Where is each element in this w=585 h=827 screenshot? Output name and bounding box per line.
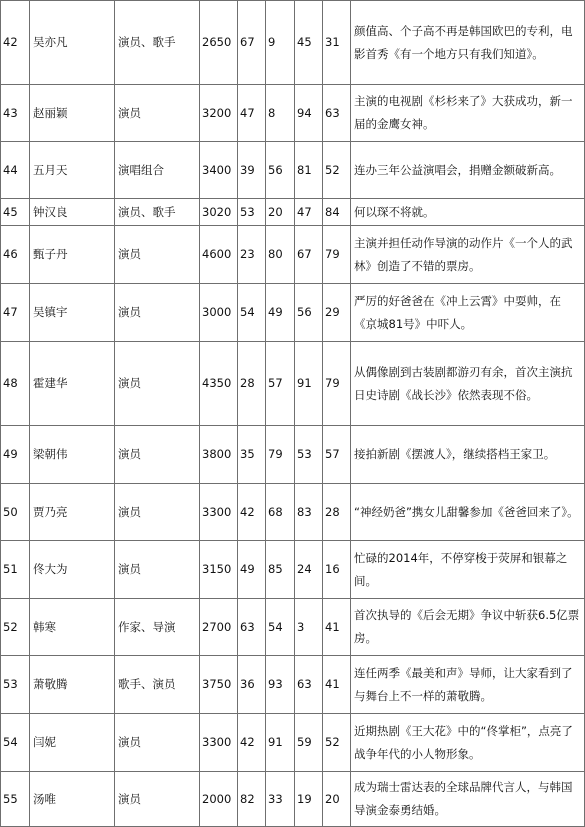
note-cell: 成为瑞士雷达表的全球品牌代言人，与韩国导演金泰勇结婚。 — [351, 772, 585, 827]
name-cell: 闫妮 — [30, 714, 115, 772]
value-cell-4: 53 — [295, 426, 323, 484]
value-cell-3: 49 — [266, 284, 295, 342]
name-cell: 汤唯 — [30, 772, 115, 827]
value-cell-4: 3 — [295, 599, 323, 656]
value-cell-5: 31 — [323, 1, 351, 85]
name-cell: 五月天 — [30, 142, 115, 199]
value-cell-1: 3020 — [200, 199, 238, 226]
note-cell: 颜值高、个子高不再是韩国欧巴的专利，电影首秀《有一个地方只有我们知道》。 — [351, 1, 585, 85]
value-cell-3: 56 — [266, 142, 295, 199]
rank-cell: 44 — [1, 142, 30, 199]
value-cell-5: 79 — [323, 342, 351, 426]
note-cell: 严厉的好爸爸在《冲上云霄》中耍帅，在《京城81号》中吓人。 — [351, 284, 585, 342]
value-cell-5: 29 — [323, 284, 351, 342]
occupation-cell: 演员 — [115, 714, 200, 772]
value-cell-2: 54 — [238, 284, 266, 342]
note-cell: 忙碌的2014年，不停穿梭于荧屏和银幕之间。 — [351, 541, 585, 599]
rank-cell: 54 — [1, 714, 30, 772]
value-cell-2: 36 — [238, 656, 266, 714]
value-cell-1: 2700 — [200, 599, 238, 656]
value-cell-3: 54 — [266, 599, 295, 656]
value-cell-1: 3200 — [200, 85, 238, 142]
rank-cell: 52 — [1, 599, 30, 656]
value-cell-4: 83 — [295, 484, 323, 541]
table-row — [1, 714, 585, 772]
table-row — [1, 142, 585, 199]
name-cell: 甄子丹 — [30, 226, 115, 284]
value-cell-1: 2000 — [200, 772, 238, 827]
table-row — [1, 284, 585, 342]
note-cell: 连任两季《最美和声》导师，让大家看到了与舞台上不一样的萧敬腾。 — [351, 656, 585, 714]
value-cell-4: 47 — [295, 199, 323, 226]
occupation-cell: 演唱组合 — [115, 142, 200, 199]
name-cell: 韩寒 — [30, 599, 115, 656]
table-row — [1, 226, 585, 284]
name-cell: 佟大为 — [30, 541, 115, 599]
rank-cell: 53 — [1, 656, 30, 714]
table-row — [1, 199, 585, 226]
name-cell: 钟汉良 — [30, 199, 115, 226]
value-cell-2: 39 — [238, 142, 266, 199]
value-cell-5: 20 — [323, 772, 351, 827]
name-cell: 萧敬腾 — [30, 656, 115, 714]
value-cell-1: 3800 — [200, 426, 238, 484]
table-row — [1, 85, 585, 142]
rank-cell: 50 — [1, 484, 30, 541]
value-cell-4: 63 — [295, 656, 323, 714]
value-cell-1: 4350 — [200, 342, 238, 426]
occupation-cell: 演员 — [115, 284, 200, 342]
value-cell-4: 81 — [295, 142, 323, 199]
value-cell-3: 20 — [266, 199, 295, 226]
value-cell-4: 24 — [295, 541, 323, 599]
rank-cell: 55 — [1, 772, 30, 827]
rank-cell: 43 — [1, 85, 30, 142]
occupation-cell: 演员 — [115, 342, 200, 426]
rank-cell: 42 — [1, 1, 30, 85]
table-row — [1, 342, 585, 426]
occupation-cell: 歌手、演员 — [115, 656, 200, 714]
value-cell-5: 52 — [323, 142, 351, 199]
value-cell-2: 42 — [238, 714, 266, 772]
table-row — [1, 772, 585, 827]
occupation-cell: 演员 — [115, 772, 200, 827]
name-cell: 霍建华 — [30, 342, 115, 426]
value-cell-5: 28 — [323, 484, 351, 541]
value-cell-4: 94 — [295, 85, 323, 142]
value-cell-2: 82 — [238, 772, 266, 827]
value-cell-4: 67 — [295, 226, 323, 284]
value-cell-2: 23 — [238, 226, 266, 284]
value-cell-3: 68 — [266, 484, 295, 541]
value-cell-2: 35 — [238, 426, 266, 484]
value-cell-2: 63 — [238, 599, 266, 656]
value-cell-4: 19 — [295, 772, 323, 827]
note-cell: 从偶像剧到古装剧都游刃有余，首次主演抗日史诗剧《战长沙》依然表现不俗。 — [351, 342, 585, 426]
note-cell: 连办三年公益演唱会，捐赠金额破新高。 — [351, 142, 585, 199]
note-cell: 首次执导的《后会无期》争议中斩获6.5亿票房。 — [351, 599, 585, 656]
occupation-cell: 演员、歌手 — [115, 1, 200, 85]
value-cell-1: 4600 — [200, 226, 238, 284]
value-cell-4: 91 — [295, 342, 323, 426]
value-cell-3: 80 — [266, 226, 295, 284]
value-cell-2: 49 — [238, 541, 266, 599]
name-cell: 吴镇宇 — [30, 284, 115, 342]
value-cell-1: 3400 — [200, 142, 238, 199]
value-cell-1: 3300 — [200, 714, 238, 772]
table-row — [1, 1, 585, 85]
occupation-cell: 作家、导演 — [115, 599, 200, 656]
value-cell-1: 3000 — [200, 284, 238, 342]
value-cell-2: 28 — [238, 342, 266, 426]
value-cell-3: 85 — [266, 541, 295, 599]
value-cell-3: 33 — [266, 772, 295, 827]
name-cell: 赵丽颖 — [30, 85, 115, 142]
table-row — [1, 541, 585, 599]
value-cell-4: 56 — [295, 284, 323, 342]
value-cell-1: 3300 — [200, 484, 238, 541]
note-cell: 主演并担任动作导演的动作片《一个人的武林》创造了不错的票房。 — [351, 226, 585, 284]
value-cell-2: 67 — [238, 1, 266, 85]
value-cell-5: 41 — [323, 599, 351, 656]
value-cell-3: 93 — [266, 656, 295, 714]
value-cell-1: 2650 — [200, 1, 238, 85]
rank-cell: 49 — [1, 426, 30, 484]
occupation-cell: 演员 — [115, 226, 200, 284]
note-cell: 接拍新剧《摆渡人》，继续搭档王家卫。 — [351, 426, 585, 484]
value-cell-3: 91 — [266, 714, 295, 772]
value-cell-3: 57 — [266, 342, 295, 426]
value-cell-2: 53 — [238, 199, 266, 226]
value-cell-2: 42 — [238, 484, 266, 541]
value-cell-1: 3750 — [200, 656, 238, 714]
note-cell: “神经奶爸”携女儿甜馨参加《爸爸回来了》。 — [351, 484, 585, 541]
table-row — [1, 426, 585, 484]
note-cell: 主演的电视剧《杉杉来了》大获成功，新一届的金鹰女神。 — [351, 85, 585, 142]
value-cell-5: 52 — [323, 714, 351, 772]
note-cell: 近期热剧《王大花》中的“佟掌柜”，点亮了战争年代的小人物形象。 — [351, 714, 585, 772]
value-cell-4: 45 — [295, 1, 323, 85]
name-cell: 吴亦凡 — [30, 1, 115, 85]
occupation-cell: 演员 — [115, 541, 200, 599]
table-row — [1, 484, 585, 541]
value-cell-3: 79 — [266, 426, 295, 484]
value-cell-3: 8 — [266, 85, 295, 142]
value-cell-5: 84 — [323, 199, 351, 226]
value-cell-5: 63 — [323, 85, 351, 142]
value-cell-3: 9 — [266, 1, 295, 85]
table-row — [1, 599, 585, 656]
name-cell: 梁朝伟 — [30, 426, 115, 484]
value-cell-5: 41 — [323, 656, 351, 714]
name-cell: 贾乃亮 — [30, 484, 115, 541]
value-cell-5: 57 — [323, 426, 351, 484]
occupation-cell: 演员 — [115, 85, 200, 142]
value-cell-1: 3150 — [200, 541, 238, 599]
rank-cell: 45 — [1, 199, 30, 226]
value-cell-5: 16 — [323, 541, 351, 599]
rank-cell: 51 — [1, 541, 30, 599]
value-cell-2: 47 — [238, 85, 266, 142]
occupation-cell: 演员、歌手 — [115, 199, 200, 226]
value-cell-5: 79 — [323, 226, 351, 284]
note-cell: 何以琛不将就。 — [351, 199, 585, 226]
rank-cell: 46 — [1, 226, 30, 284]
occupation-cell: 演员 — [115, 426, 200, 484]
occupation-cell: 演员 — [115, 484, 200, 541]
rank-cell: 47 — [1, 284, 30, 342]
rank-cell: 48 — [1, 342, 30, 426]
table-row — [1, 656, 585, 714]
value-cell-4: 59 — [295, 714, 323, 772]
